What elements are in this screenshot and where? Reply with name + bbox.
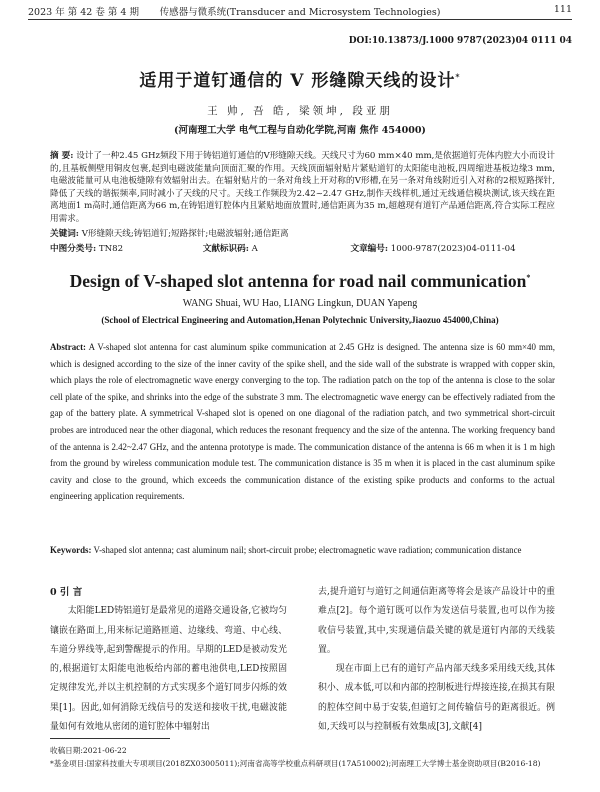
cn-abstract: [50, 150, 555, 226]
en-title: [0, 271, 600, 292]
clc-label: 中图分类号:: [50, 244, 97, 254]
doi[interactable]: DOI:10.13873/J.1000 9787(2023)04 0111 04: [348, 36, 572, 46]
fund-info: *基金项目:国家科技重大专项项目(2018ZX03005011);河南省高等学校重点科研项目(17A510002);河南理工大学博士基金资助项目(B2016-18): [50, 759, 541, 768]
en-authors: WANG Shuai, WU Hao, LIANG Lingkun, DUAN Yapeng: [182, 298, 418, 309]
intro-paragraph-1: 太阳能LED铸铝道钉是最常见的道路交通设备,它被均匀镶嵌在路面上,用来标记道路匝道、边缘线、弯道、中心线、车道分界线等,起到警醒提示的作用。早期的LED是被动发光的,根据道钉太阳能电池板给内部的蓄电池供电,LED按照固定规律发光,并以主机控制的方式实现多个道钉同步闪烁的效果[1]。因此,如何消除无线信号的发送和接收干扰,电磁波能量如何有效地从密闭的道钉腔体中辐射出: [50, 606, 287, 733]
footnote-rule: [50, 738, 170, 739]
intro-paragraph-2: 现在市面上已有的道钉产品内部天线多采用线天线,其体积小、成本低,可以和内部的控制板进行焊接连接,在损其有限的腔体空间中易于安装,但道钉之间传输信号的距离很近。例如,天线可以与控制板有效集成[3],文献[4]: [318, 664, 555, 733]
cn-classification: [50, 242, 555, 254]
en-keywords-text: V-shaped slot antenna; cast aluminum nail; short-circuit probe; electromagnetic wave radiation; communication distance: [93, 545, 522, 555]
article-no-label: 文章编号:: [350, 244, 389, 254]
doc-code-value: A: [251, 244, 258, 254]
cn-keywords-text: V形缝隙天线;铸铝道钉;短路探针;电磁波辐射;通信距离: [81, 229, 289, 239]
cn-title-fund-mark: *: [455, 71, 461, 82]
article-no-value: 1000-9787(2023)04-0111-04: [390, 244, 516, 254]
en-affiliation: (School of Electrical Engineering and Automation,Henan Polytechnic University,Jiaozuo 454000,China): [101, 315, 499, 325]
body-column-left: [50, 583, 287, 737]
running-header: [28, 4, 572, 20]
journal-name: 传感器与微系统(Transducer and Microsystem Technologies): [159, 7, 441, 18]
received-date: 收稿日期:2021-06-22: [50, 746, 127, 755]
body-column-right: [318, 583, 555, 737]
en-keywords: [50, 542, 555, 558]
cn-abstract-text: 设计了一种2.45 GHz频段下用于铸铝道钉通信的V形缝隙天线。天线尺寸为60 mm×40 mm,是依据道钉壳体内腔大小而设计的,且基板侧壁用铜皮包裹,起到电磁波能量向顶面汇聚的作用。天线顶面辐射贴片紧贴道钉的太阳能电池板,四周缩进基板边缘3 mm,电磁波能量可从电池板缝隙有效辐射出去。在辐射贴片的一条对角线上开对称的V形槽,在另一条对角线附近引入对称的2根短路探针,降低了天线的谐振频率,同时减小了天线的尺寸。天线工作频段为2.42~2.47 GHz,制作天线样机,通过无线通信模块测试,该天线在距离地面1 m高时,通信距离为66 m,在铸铝道钉腔体内且紧贴地面放置时,通信距离为35 m,超越现有道钉产品通信距离,符合实际工程应用需求。: [50, 151, 555, 224]
cn-title: [0, 66, 600, 91]
en-abstract-text: A V-shaped slot antenna for cast aluminum spike communication at 2.45 GHz is designed. The antenna size is 60 mm×40 mm, which is designed according to the size of the inner cavity of the spike shell, and the side wall of the substrate is wrapped with copper skin, which plays the role of electromagnetic wave energy converging to the top. The radiation patch on the top of the antenna is close to the solar cell plate of the spike, and shrinks into the edge of the substrate 3 mm. The electromagnetic wave energy can be effectively radiated from the gap of the battery plate. A symmetrical V-shaped slot is opened on one diagonal of the radiation patch, and two symmetrical short-circuit probes are introduced near the other diagonal, which reduces the resonant frequency and the size of the antenna. The working frequency band of the antenna is 2.42~2.47 GHz, and the antenna prototype is made. The communication distance of the antenna is 66 m when it is 1 m high from the ground by wireless communication module test. The communication distance is 35 m when it is placed in the cast aluminum spike cavity and close to the ground, which exceeds the communication distance of the existing spike products and conforms to the actual engineering application requirements.: [50, 342, 555, 502]
intro-paragraph-1-cont: 去,提升道钉与道钉之间通信距离等将会是该产品设计中的重难点[2]。每个道钉既可以作为发送信号装置,也可以作为接收信号装置,其中,实现通信最关键的就是道钉内部的天线装置。: [318, 587, 555, 655]
en-title-text: Design of V-shaped slot antenna for road nail communication: [69, 271, 527, 291]
page-number: 111: [553, 4, 572, 15]
header-rule: [28, 19, 572, 20]
cn-keywords-label: 关键词:: [50, 229, 79, 239]
en-title-fund-mark: *: [526, 273, 531, 283]
en-keywords-label: Keywords:: [50, 545, 92, 555]
clc-value: TN82: [98, 244, 124, 254]
cn-keywords: [50, 227, 555, 239]
doc-code-label: 文献标识码:: [202, 244, 249, 254]
section-heading-intro: 0 引 言: [50, 587, 83, 598]
footnote: [50, 744, 555, 770]
en-abstract: [50, 339, 555, 505]
en-abstract-label: Abstract:: [50, 342, 86, 352]
cn-title-text: 适用于道钉通信的 V 形缝隙天线的设计: [139, 71, 456, 91]
cn-abstract-label: 摘 要:: [50, 151, 74, 161]
issue-info: 2023 年 第 42 卷 第 4 期: [28, 7, 139, 18]
cn-authors: 王 帅, 吾 皓, 梁领坤, 段亚朋: [207, 105, 393, 117]
cn-affiliation: (河南理工大学 电气工程与自动化学院,河南 焦作 454000): [174, 125, 426, 136]
